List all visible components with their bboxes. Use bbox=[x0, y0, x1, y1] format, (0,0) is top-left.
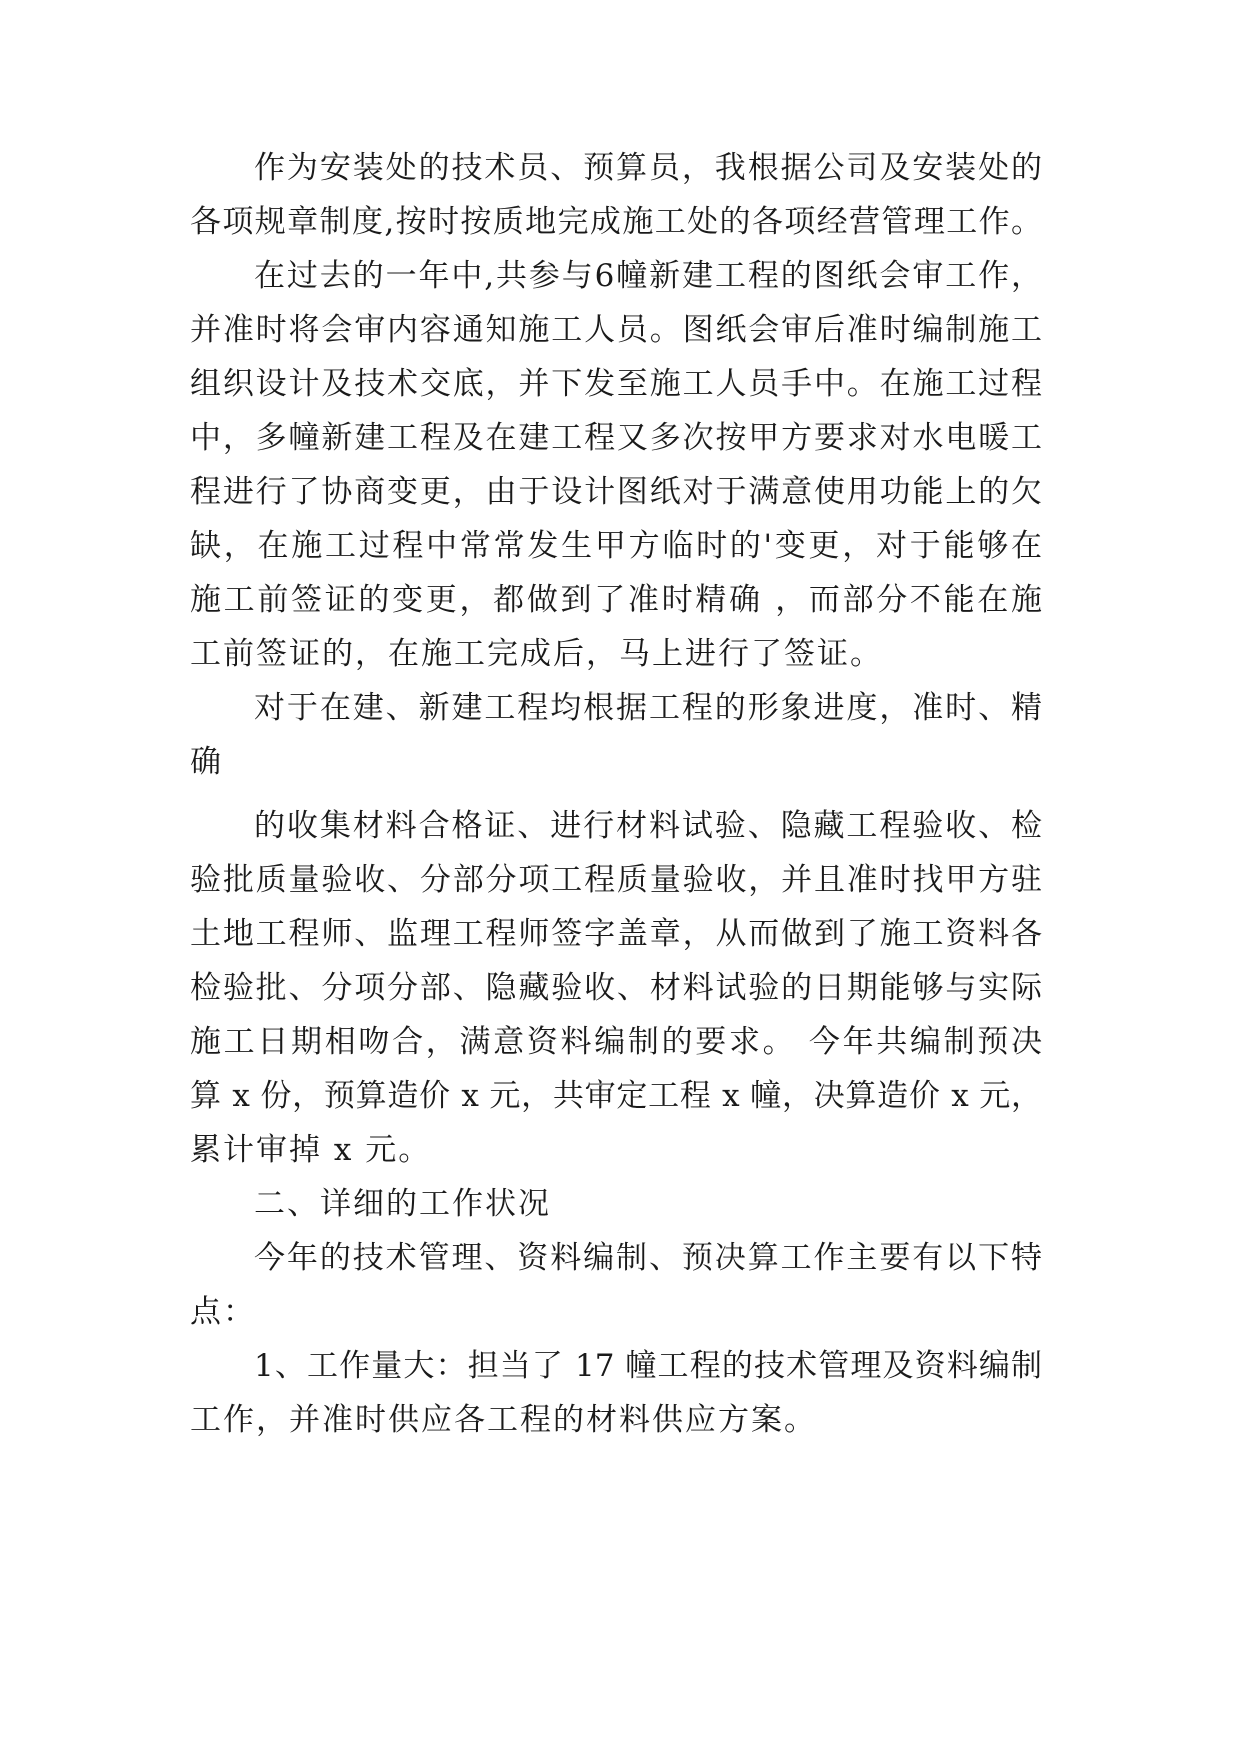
paragraph-line: 作为安装处的技术员、预算员，我根据公司及安装处的 bbox=[254, 150, 1042, 186]
paragraph-line: 工前签证的，在施工完成后，马上进行了签证。 bbox=[190, 636, 883, 672]
paragraph-line: 各项规章制度,按时按质地完成施工处的各项经营管理工作。 bbox=[190, 204, 1042, 240]
paragraph-line: 的收集材料合格证、进行材料试验、隐藏工程验收、检 bbox=[254, 808, 1042, 844]
paragraph-line: 累计审掉 x 元。 bbox=[190, 1132, 432, 1168]
paragraph-line: 今年的技术管理、资料编制、预决算工作主要有以下特 bbox=[254, 1240, 1042, 1276]
paragraph-line: 算 x 份，预算造价 x 元，共审定工程 x 幢，决算造价 x 元， bbox=[190, 1078, 1042, 1114]
list-item-line: 工作，并准时供应各工程的材料供应方案。 bbox=[190, 1402, 817, 1438]
section-heading: 二、详细的工作状况 bbox=[254, 1186, 551, 1222]
list-item-line: 1、工作量大：担当了 17 幢工程的技术管理及资料编制 bbox=[254, 1348, 1042, 1384]
paragraph-line: 施工前签证的变更，都做到了准时精确 ，而部分不能在施 bbox=[190, 582, 1042, 618]
paragraph-line: 验批质量验收、分部分项工程质量验收，并且准时找甲方驻 bbox=[190, 862, 1042, 898]
paragraph-line: 缺，在施工过程中常常发生甲方临时的'变更，对于能够在 bbox=[190, 528, 1042, 564]
paragraph-line: 组织设计及技术交底，并下发至施工人员手中。在施工过程 bbox=[190, 366, 1042, 402]
paragraph-line: 点： bbox=[190, 1294, 256, 1330]
paragraph-line: 检验批、分项分部、隐藏验收、材料试验的日期能够与实际 bbox=[190, 970, 1042, 1006]
paragraph-line: 中，多幢新建工程及在建工程又多次按甲方要求对水电暖工 bbox=[190, 420, 1042, 456]
paragraph-line: 在过去的一年中,共参与6幢新建工程的图纸会审工作， bbox=[254, 258, 1042, 294]
paragraph-line: 施工日期相吻合，满意资料编制的要求。 今年共编制预决 bbox=[190, 1024, 1042, 1060]
paragraph-line: 确 bbox=[190, 744, 223, 780]
paragraph-line: 并准时将会审内容通知施工人员。图纸会审后准时编制施工 bbox=[190, 312, 1042, 348]
paragraph-line: 土地工程师、监理工程师签字盖章，从而做到了施工资料各 bbox=[190, 916, 1042, 952]
paragraph-line: 对于在建、新建工程均根据工程的形象进度，准时、精 bbox=[254, 690, 1042, 726]
paragraph-line: 程进行了协商变更，由于设计图纸对于满意使用功能上的欠 bbox=[190, 474, 1042, 510]
